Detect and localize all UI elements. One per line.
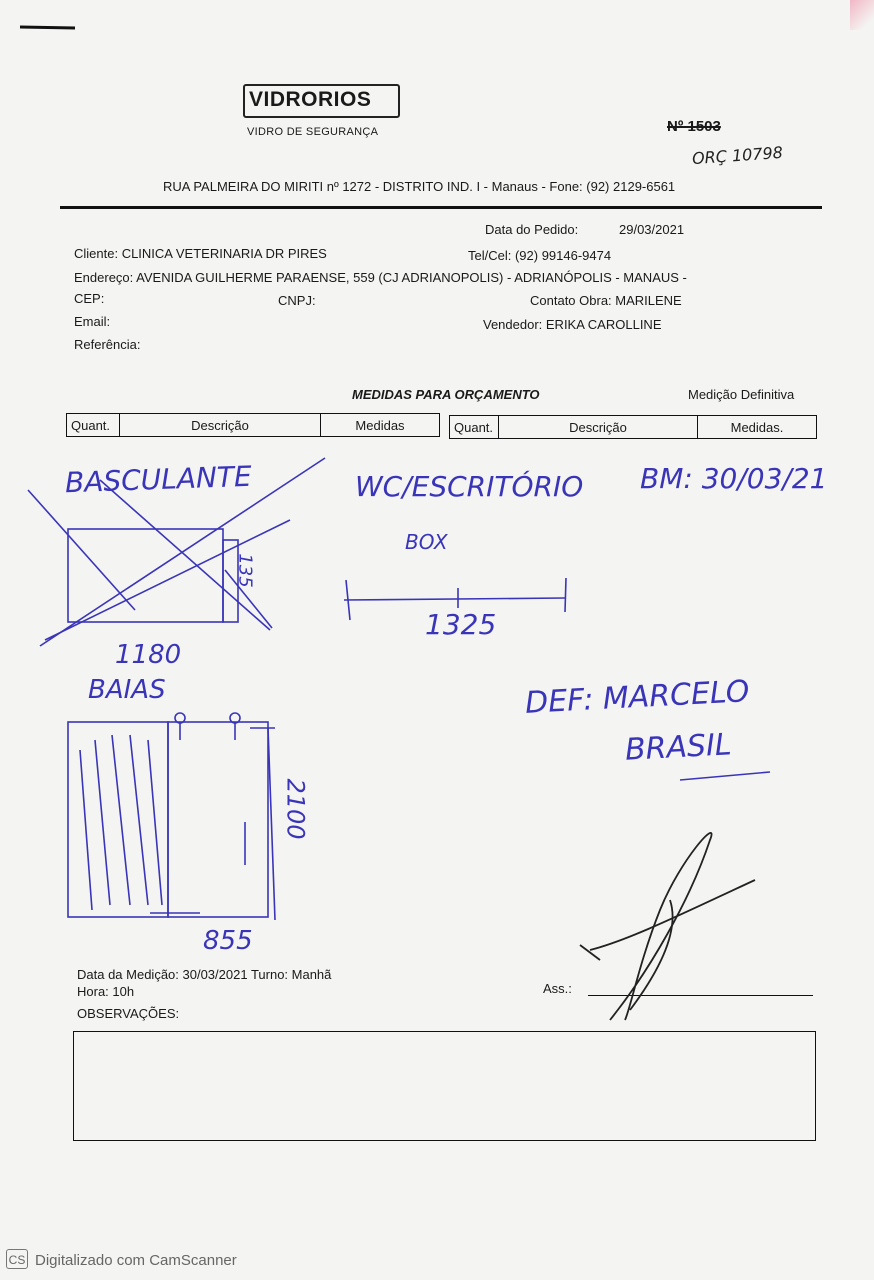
cnpj-field: CNPJ: <box>278 293 316 308</box>
measure-date: Data da Medição: 30/03/2021 Turno: Manhã <box>77 967 332 982</box>
hand-1180: 1180 <box>115 640 182 670</box>
items-table-right <box>449 415 817 439</box>
hand-baias: BAIAS <box>88 675 166 705</box>
hand-box: BOX <box>405 530 448 554</box>
measurement-status: Medição Definitiva <box>688 387 795 402</box>
hand-2100: 2100 <box>281 778 310 840</box>
camscanner-icon: CS <box>6 1249 28 1269</box>
order-date-label: Data do Pedido: <box>485 222 579 237</box>
seller-field: Vendedor: ERIKA CAROLLINE <box>483 317 662 332</box>
camscanner-watermark: Digitalizado com CamScanner <box>35 1252 237 1269</box>
hand-basculante: BASCULANTE <box>64 459 253 500</box>
company-name: VIDRORIOS <box>249 88 372 111</box>
header-divider <box>60 206 822 209</box>
address-field: Endereço: AVENIDA GUILHERME PARAENSE, 559 (CJ ADRIANOPOLIS) - ADRIANÓPOLIS - MANAUS - <box>74 270 687 285</box>
observations-box <box>73 1031 816 1141</box>
hand-date-note: BM: 30/03/21 <box>640 462 828 495</box>
measure-hour: Hora: 10h <box>77 984 135 999</box>
col-descricao: Descrição <box>120 414 321 437</box>
hand-brasil: BRASIL <box>624 727 733 768</box>
col-quant: Quant. <box>67 414 120 437</box>
col-descricao-2: Descrição <box>499 416 698 439</box>
phone-field: Tel/Cel: (92) 99146-9474 <box>468 248 612 263</box>
hand-1325: 1325 <box>425 608 497 641</box>
hand-855: 855 <box>203 926 253 956</box>
signature-scribble <box>570 820 770 1025</box>
page-corner <box>850 0 874 30</box>
observations-label: OBSERVAÇÕES: <box>77 1006 180 1021</box>
col-quant-2: Quant. <box>450 416 499 439</box>
company-tagline: VIDRO DE SEGURANÇA <box>247 126 379 138</box>
company-address: RUA PALMEIRA DO MIRITI nº 1272 - DISTRITO IND. I - Manaus - Fone: (92) 2129-6561 <box>163 179 676 194</box>
client-field: Cliente: CLINICA VETERINARIA DR PIRES <box>74 246 327 261</box>
printed-number: Nº 1503 <box>667 118 721 135</box>
order-date-value: 29/03/2021 <box>619 222 685 237</box>
hand-135: 135 <box>234 553 256 588</box>
hand-location: WC/ESCRITÓRIO <box>355 470 584 503</box>
email-field: Email: <box>74 314 111 329</box>
section-title: MEDIDAS PARA ORÇAMENTO <box>352 387 540 402</box>
pen-mark <box>20 26 75 30</box>
contact-field: Contato Obra: MARILENE <box>530 293 682 308</box>
signature-label: Ass.: <box>543 981 572 996</box>
handwritten-orc: ORÇ 10798 <box>691 142 784 169</box>
hand-def: DEF: MARCELO <box>524 674 751 721</box>
col-medidas: Medidas <box>321 414 440 437</box>
items-table-left <box>66 413 440 437</box>
cep-field: CEP: <box>74 291 105 306</box>
col-medidas-2: Medidas. <box>698 416 817 439</box>
reference-field: Referência: <box>74 337 141 352</box>
